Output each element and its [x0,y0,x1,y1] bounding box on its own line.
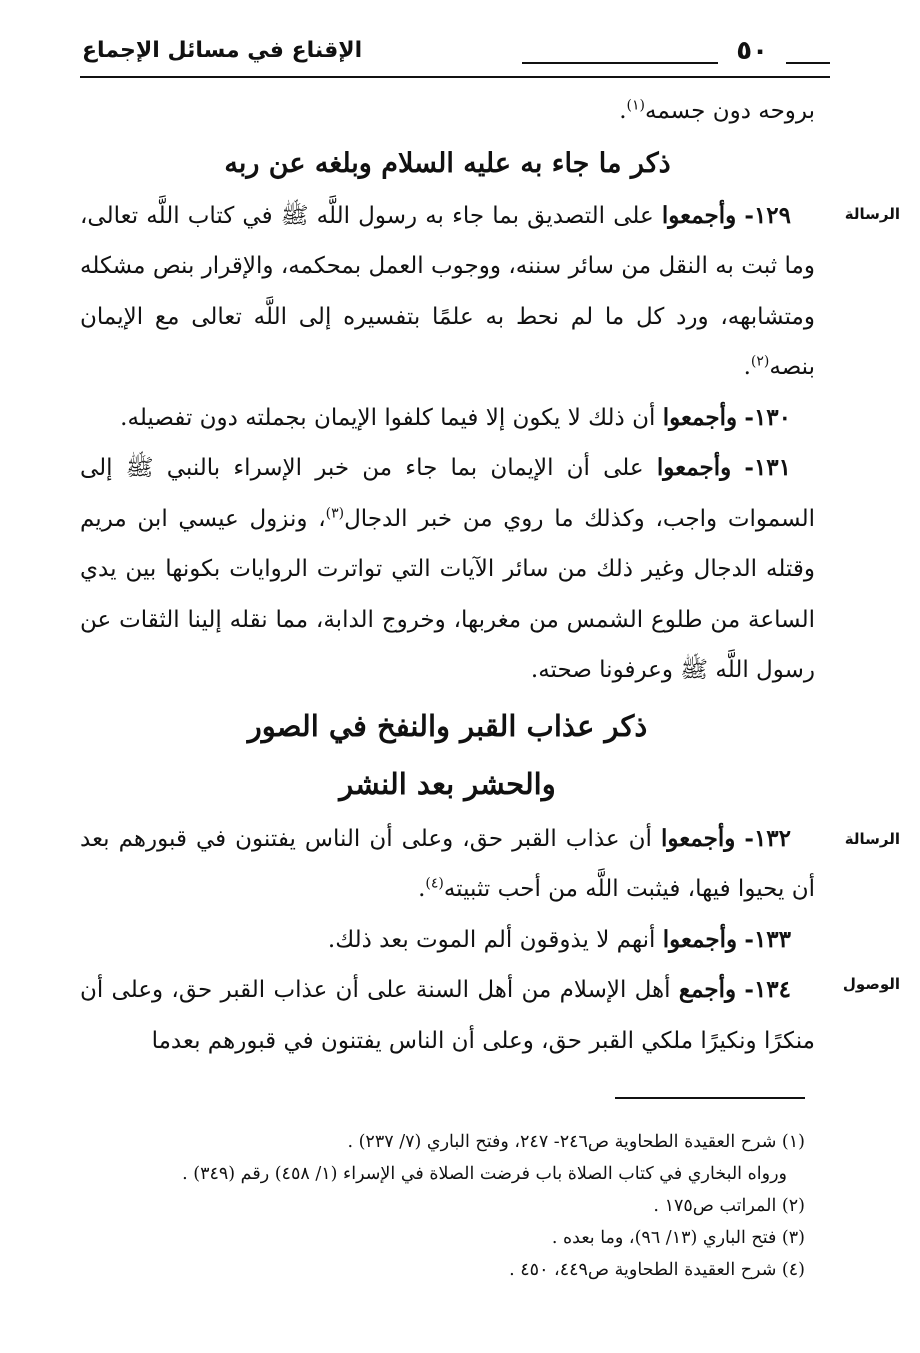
footnote-1: (١) شرح العقيدة الطحاوية ص٢٤٦- ٢٤٧، وفتح الباري (٧/ ٢٣٧) . [347,1132,805,1152]
paragraph-132: ١٣٢- وأجمعوا أن عذاب القبر حق، وعلى أن الناس يفتنون في قبورهم بعد أن يحيوا فيها، فيثبت اللَّه من أحب تثبيته$^{(٤)}$. [80,824,815,902]
footnote-1-continued: ورواه البخاري في كتاب الصلاة باب فرضت الصلاة في الإسراء (١/ ٤٥٨) رقم (٣٤٩) . [182,1164,787,1184]
paragraph-133: ١٣٣- وأجمعوا أنهم لا يذوقون ألم الموت بعد ذلك. [327,925,791,953]
footnote-ref: (٢) [750,353,770,370]
section-heading: ذكر عذاب القبر والنفخ في الصور [247,708,648,743]
footnote-separator [615,1097,805,1099]
footnote-ref: (٣) [325,504,345,521]
header-rule [80,76,830,78]
footnote-ref: (٤) [425,875,444,892]
footnote-3: (٣) فتح الباري (١٣/ ٩٦)، وما بعده . [551,1228,805,1248]
header-dash-middle [522,62,718,64]
paragraph-130: ١٣٠- وأجمعوا أن ذلك لا يكون إلا فيما كلفوا الإيمان بجملته دون تفصيله. [120,403,791,431]
margin-label-wusul: الوصول [842,975,900,993]
footnote-4: (٤) شرح العقيدة الطحاوية ص٤٤٩، ٤٥٠ . [509,1260,805,1280]
margin-label-risala: الرسالة [844,830,900,848]
footnote-2: (٢) المراتب ص١٧٥ . [653,1196,805,1216]
page-header [80,34,830,74]
margin-label-risala: الرسالة [844,205,900,223]
opening-line: بروحه دون جسمه$^{(١)}$. [619,97,815,124]
paragraph-134: ١٣٤- وأجمع أهل الإسلام من أهل السنة على أن عذاب القبر حق، وعلى أن منكرًا ونكيرًا ملكي القبر حق، وعلى أن الناس يفتنون في قبورهم بعدما [80,976,815,1054]
page-number: ٥٠ [736,36,768,66]
section-heading-line2: والحشر بعد النشر [339,766,556,801]
book-title: الإقناع في مسائل الإجماع [82,38,363,63]
paragraph-129: ١٢٩- وأجمعوا على التصديق بما جاء به رسول اللَّه ﷺ في كتاب اللَّه تعالى، وما ثبت به النقل من سائر سننه، ووجوب العمل بمحكمه، والإقرار بنص مشكله ومتشابهه، ورد كل ما لم نحط به علمًا بتفسيره إلى اللَّه تعالى مع الإيمان بنصه$^{(٢)}$. [80,201,815,380]
section-heading: ذكر ما جاء به عليه السلام وبلغه عن ربه [224,147,671,179]
footnote-ref: (١) [626,97,646,114]
main-text [80,86,815,1066]
footnotes [80,1126,805,1286]
paragraph-131: ١٣١- وأجمعوا على أن الإيمان بما جاء من خبر الإسراء بالنبي ﷺ إلى السموات واجب، وكذلك ما روي من خبر الدجال$^{(٣)}$، ونزول عيسي ابن مريم وقتله الدجال وغير ذلك من سائر الآيات التي تواترت الروايات بكونها بين يدي الساعة من طلوع الشمس من مغربها، وخروج الدابة، مما نقله إلينا الثقات عن رسول اللَّه ﷺ وعرفونا صحته. [80,454,816,683]
header-dash-right [786,62,830,64]
